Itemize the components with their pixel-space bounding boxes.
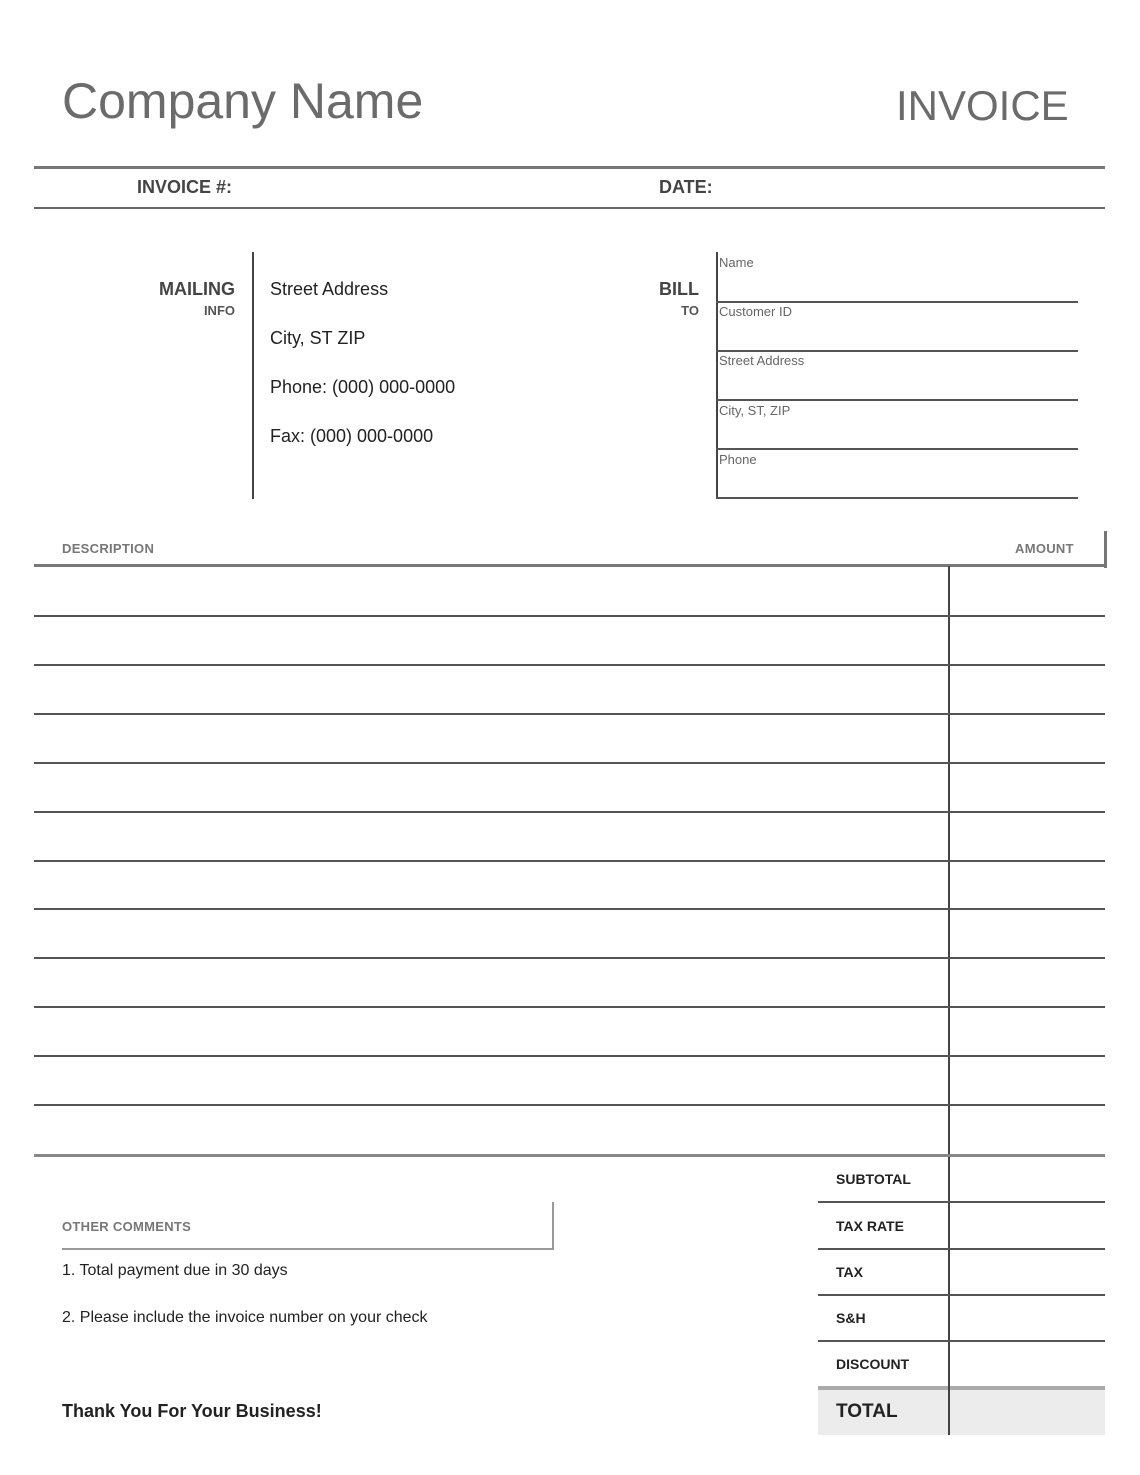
bill-to-street-field[interactable]: Street Address [719,353,805,368]
table-row[interactable] [34,763,1105,812]
comments-header-rule [62,1248,554,1250]
mailing-label: MAILING [159,279,235,299]
invoice-number-label: INVOICE #: [137,177,233,197]
table-row[interactable] [34,861,1105,910]
subtotal-rule [818,1201,1105,1203]
table-row[interactable] [34,812,1105,861]
mailing-sublabel: INFO [203,303,235,318]
total-label: TOTAL [836,1401,898,1422]
table-row[interactable] [34,1007,1105,1056]
mailing-fax: Fax: (000) 000-0000 [270,426,434,446]
subtotal-label: SUBTOTAL [836,1171,911,1187]
row-rule [34,762,1105,764]
bill-to-sublabel: TO [681,303,699,318]
discount-label: DISCOUNT [836,1356,910,1372]
description-column-header: DESCRIPTION [62,541,155,556]
table-row[interactable] [34,616,1105,665]
table-row[interactable] [34,665,1105,714]
row-rule [34,860,1105,862]
total-top-rule [818,1386,1105,1390]
row-rule [34,615,1105,617]
date-label: DATE: [659,177,713,197]
bill-to-city-underline [716,448,1078,450]
row-rule [34,811,1105,813]
shipping-label: S&H [836,1310,866,1326]
row-rule [34,713,1105,715]
mailing-phone: Phone: (000) 000-0000 [270,377,456,397]
row-rule [34,957,1105,959]
table-row[interactable] [34,1056,1105,1105]
bill-to-name-field[interactable]: Name [719,255,754,270]
amount-column-header: AMOUNT [1015,541,1074,556]
row-rule [34,1055,1105,1057]
bill-to-name-underline [716,301,1078,303]
tax-rate-rule [818,1248,1105,1250]
mailing-divider [252,252,254,499]
bill-to-phone-underline [716,497,1078,499]
row-rule [34,1104,1105,1106]
total-divider [948,1386,950,1435]
thank-you-note: Thank You For Your Business! [62,1401,322,1421]
bill-to-customer-id-underline [716,350,1078,352]
comments-header-edge [552,1202,554,1250]
mailing-street: Street Address [270,279,389,299]
tax-rate-label: TAX RATE [836,1218,904,1234]
header-top-rule [34,166,1105,169]
tax-rule [818,1294,1105,1296]
bill-to-divider [716,252,718,499]
bill-to-customer-id-field[interactable]: Customer ID [719,304,792,319]
comment-line-1: 1. Total payment due in 30 days [62,1262,288,1279]
table-row[interactable] [34,1105,1105,1154]
header-bottom-rule [34,207,1105,209]
shipping-rule [818,1340,1105,1342]
tax-label: TAX [836,1264,863,1280]
table-row[interactable] [34,958,1105,1007]
row-rule [34,908,1105,910]
table-row[interactable] [34,714,1105,763]
bill-to-street-underline [716,399,1078,401]
row-rule [34,664,1105,666]
document-title: INVOICE [896,82,1069,129]
bill-to-phone-field[interactable]: Phone [719,452,757,467]
comment-line-2: 2. Please include the invoice number on your check [62,1309,428,1326]
row-rule [34,1006,1105,1008]
amount-header-edge [1104,531,1107,568]
table-bottom-rule [34,1154,1105,1157]
company-name: Company Name [62,73,424,129]
table-row[interactable] [34,567,1105,616]
comments-header: OTHER COMMENTS [62,1219,192,1234]
table-row[interactable] [34,909,1105,958]
bill-to-label: BILL [659,279,699,299]
mailing-city: City, ST ZIP [270,328,366,348]
bill-to-city-field[interactable]: City, ST, ZIP [719,403,791,418]
